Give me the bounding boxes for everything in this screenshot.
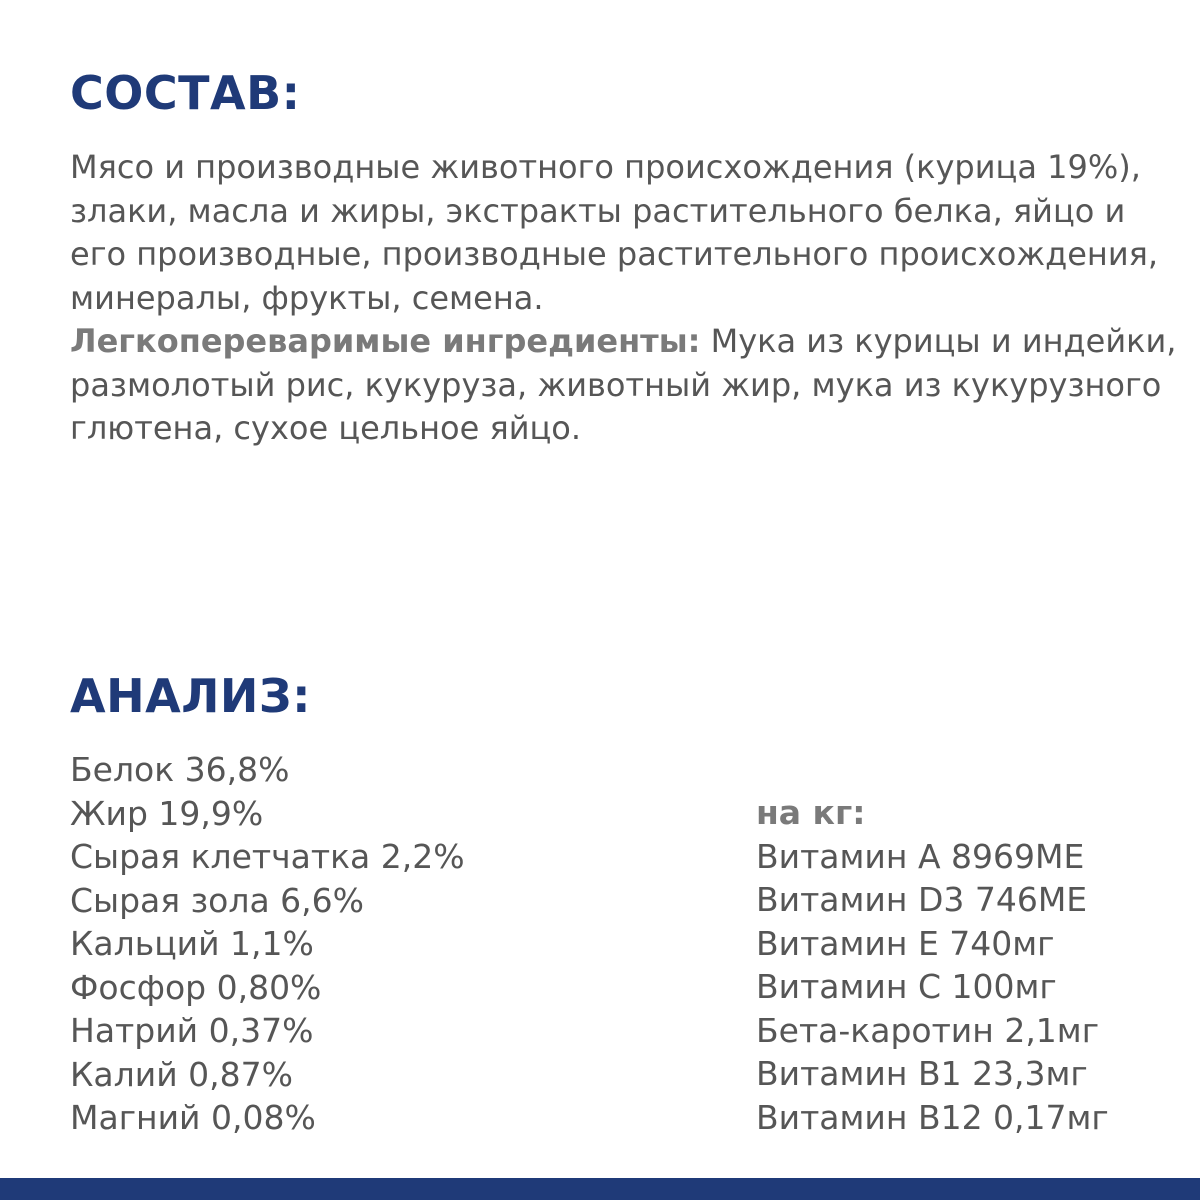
analysis-list <box>70 748 465 1140</box>
analysis-item-sodium: Натрий 0,37% <box>70 1011 314 1050</box>
analysis-item-magnesium: Магний 0,08% <box>70 1098 316 1137</box>
vitamins-list <box>756 791 1109 1139</box>
digestible-ingredients-text: Мука из курицы и индейки, размолотый рис, кукуруза, животный жир, мука из кукурузного глютена, сухое цельное яйцо. <box>70 322 1177 447</box>
vitamin-item-a: Витамин А 8969МЕ <box>756 836 1085 876</box>
vitamin-item-beta-carotene: Бета-каротин 2,1мг <box>756 1010 1100 1050</box>
analysis-item-protein: Белок 36,8% <box>70 750 290 789</box>
digestible-ingredients-label: Легкопереваримые ингредиенты: <box>70 322 701 360</box>
vitamin-item-e: Витамин Е 740мг <box>756 923 1055 963</box>
analysis-item-calcium: Кальций 1,1% <box>70 924 314 963</box>
analysis-item-fat: Жир 19,9% <box>70 793 264 833</box>
analysis-item-phosphorus: Фосфор 0,80% <box>70 967 322 1007</box>
vitamin-item-c: Витамин С 100мг <box>756 967 1057 1006</box>
vitamin-item-b1: Витамин В1 23,3мг <box>756 1054 1088 1093</box>
composition-section <box>70 146 1180 451</box>
digestible-ingredients <box>70 320 1180 451</box>
composition-heading: СОСТАВ: <box>70 66 301 120</box>
analysis-item-crude-ash: Сырая зола 6,6% <box>70 880 364 920</box>
analysis-item-potassium: Калий 0,87% <box>70 1054 293 1094</box>
composition-text <box>70 146 1180 320</box>
bottom-bar <box>0 1178 1200 1200</box>
analysis-item-crude-fiber: Сырая клетчатка 2,2% <box>70 837 465 876</box>
composition-ingredients: Мясо и производные животного происхождения (курица 19%), злаки, масла и жиры, экстракты растительного белка, яйцо и его производные, производные растительного происхождения, минералы, фрукты, семена. <box>70 148 1159 317</box>
analysis-heading: АНАЛИЗ: <box>70 669 311 723</box>
vitamin-item-d3: Витамин D3 746МЕ <box>756 880 1088 919</box>
per-kg-label: на кг: <box>756 793 866 832</box>
vitamin-item-b12: Витамин В12 0,17мг <box>756 1097 1109 1137</box>
